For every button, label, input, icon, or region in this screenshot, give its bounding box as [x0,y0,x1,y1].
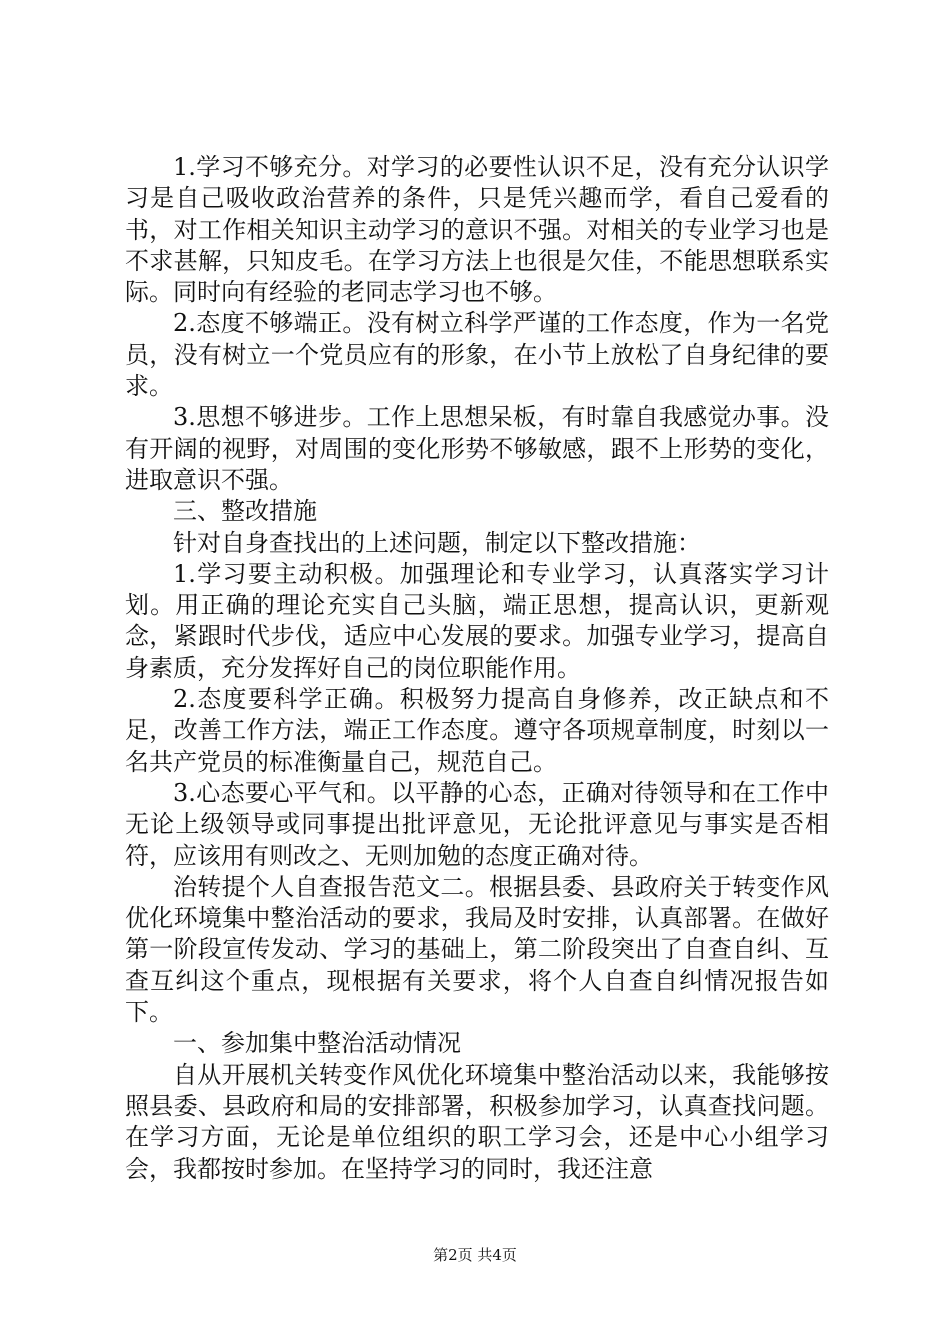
paragraph-9: 治转提个人自查报告范文二。根据县委、县政府关于转变作风优化环境集中整治活动的要求，我局及时安排，认真部署。在做好第一阶段宣传发动、学习的基础上，第二阶段突出了自查自纠、互查互纠这个重点，现根据有关要求，将个人自查自纠情况报告如下。 [125,872,829,1027]
section-heading-rectification: 三、整改措施 [173,497,317,526]
page-footer: 第2页 共4页 [433,1246,517,1264]
paragraph-11: 自从开展机关转变作风优化环境集中整治活动以来，我能够按照县委、县政府和局的安排部署，积极参加学习，认真查找问题。在学习方面，无论是单位组织的职工学习会，还是中心小组学习会，我都按时参加。在坚持学习的同时，我还注意 [125,1060,829,1183]
paragraph-7: 2.态度要科学正确。积极努力提高自身修养，改正缺点和不足，改善工作方法，端正工作态度。遵守各项规章制度，时刻以一名共产党员的标准衡量自己，规范自己。 [125,685,829,776]
paragraph-8: 3.心态要心平气和。以平静的心态，正确对待领导和在工作中无论上级领导或同事提出批评意见，无论批评意见与事实是否相符，应该用有则改之、无则加勉的态度正确对待。 [125,778,829,870]
paragraph-5: 针对自身查找出的上述问题，制定以下整改措施： [173,528,701,557]
paragraph-1: 1.学习不够充分。对学习的必要性认识不足，没有充分认识学习是自己吸收政治营养的条件，只是凭兴趣而学，看自己爱看的书，对工作相关知识主动学习的意识不强。对相关的专业学习也是不求甚解，只知皮毛。在学习方法上也很是欠佳，不能思想联系实际。同时向有经验的老同志学习也不够。 [125,153,829,307]
paragraph-6: 1.学习要主动积极。加强理论和专业学习，认真落实学习计划。用正确的理论充实自己头脑，端正思想，提高认识，更新观念，紧跟时代步伐，适应中心发展的要求。加强专业学习，提高自身素质，充分发挥好自己的岗位职能作用。 [125,559,829,682]
section-heading-participation: 一、参加集中整治活动情况 [173,1029,461,1058]
document-body [125,152,829,1185]
paragraph-2: 2.态度不够端正。没有树立科学严谨的工作态度，作为一名党员，没有树立一个党员应有的形象，在小节上放松了自身纪律的要求。 [125,309,829,401]
paragraph-3: 3.思想不够进步。工作上思想呆板，有时靠自我感觉办事。没有开阔的视野，对周围的变化形势不够敏感，跟不上形势的变化，进取意识不强。 [125,403,829,494]
